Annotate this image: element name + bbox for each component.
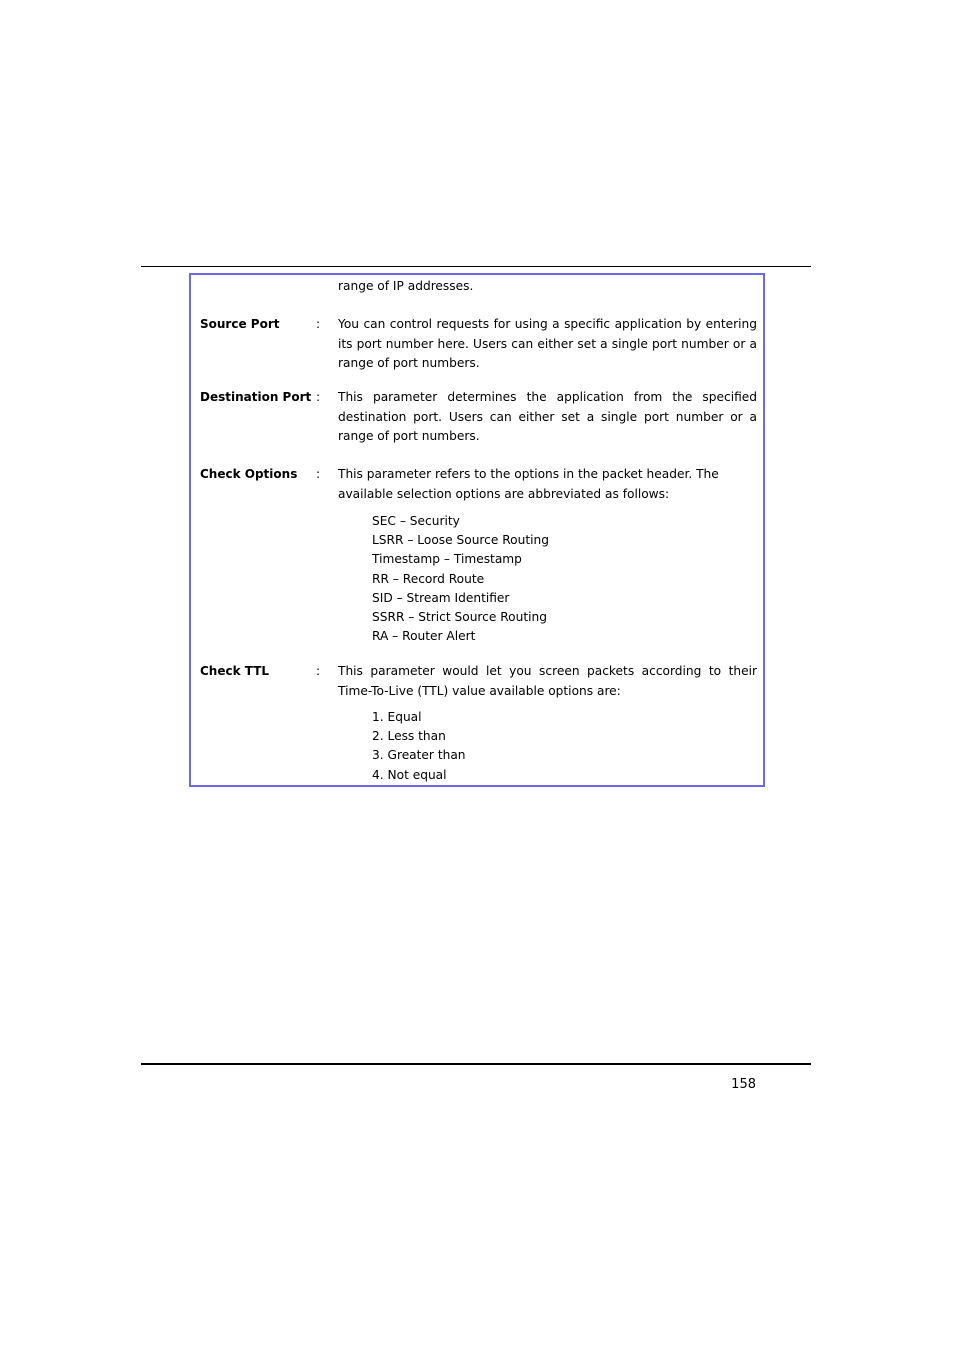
term-description: This parameter determines the application from the specified destination port. Users can either set a single port number or a range of port numbers. xyxy=(338,390,757,443)
separator: : xyxy=(316,664,321,678)
list-item: LSRR – Loose Source Routing xyxy=(372,533,549,548)
ttl-options-list xyxy=(372,708,466,785)
separator: : xyxy=(316,467,321,481)
continuation-text: range of IP addresses. xyxy=(338,279,474,293)
list-item: 3. Greater than xyxy=(372,748,466,763)
separator: : xyxy=(316,390,321,404)
list-item: Timestamp – Timestamp xyxy=(372,552,522,567)
term-label: Source Port xyxy=(200,317,280,331)
list-item: SID – Stream Identifier xyxy=(372,590,510,605)
parameter-table xyxy=(189,273,765,787)
separator: : xyxy=(316,317,321,331)
term-description: This parameter refers to the options in the packet header. The available selection options are abbreviated as follows: xyxy=(338,467,719,501)
list-item: 2. Less than xyxy=(372,729,446,744)
list-item: 4. Not equal xyxy=(372,767,447,782)
term-label: Destination Port xyxy=(200,390,312,404)
list-item: SEC – Security xyxy=(372,514,460,528)
term-description: You can control requests for using a specific application by entering its port number here. Users can either set a single port number or a range of port numbers. xyxy=(338,317,757,370)
options-list xyxy=(372,512,549,646)
footer-rule xyxy=(141,1063,811,1065)
header-rule xyxy=(141,266,811,267)
list-item: SSRR – Strict Source Routing xyxy=(372,610,547,625)
list-item: 1. Equal xyxy=(372,710,422,724)
page-number: 158 xyxy=(731,1077,756,1092)
term-description: This parameter would let you screen packets according to their Time-To-Live (TTL) value available options are: xyxy=(338,664,757,698)
list-item: RA – Router Alert xyxy=(372,629,476,644)
term-label: Check Options xyxy=(200,467,298,481)
list-item: RR – Record Route xyxy=(372,571,485,586)
term-label: Check TTL xyxy=(200,664,270,678)
